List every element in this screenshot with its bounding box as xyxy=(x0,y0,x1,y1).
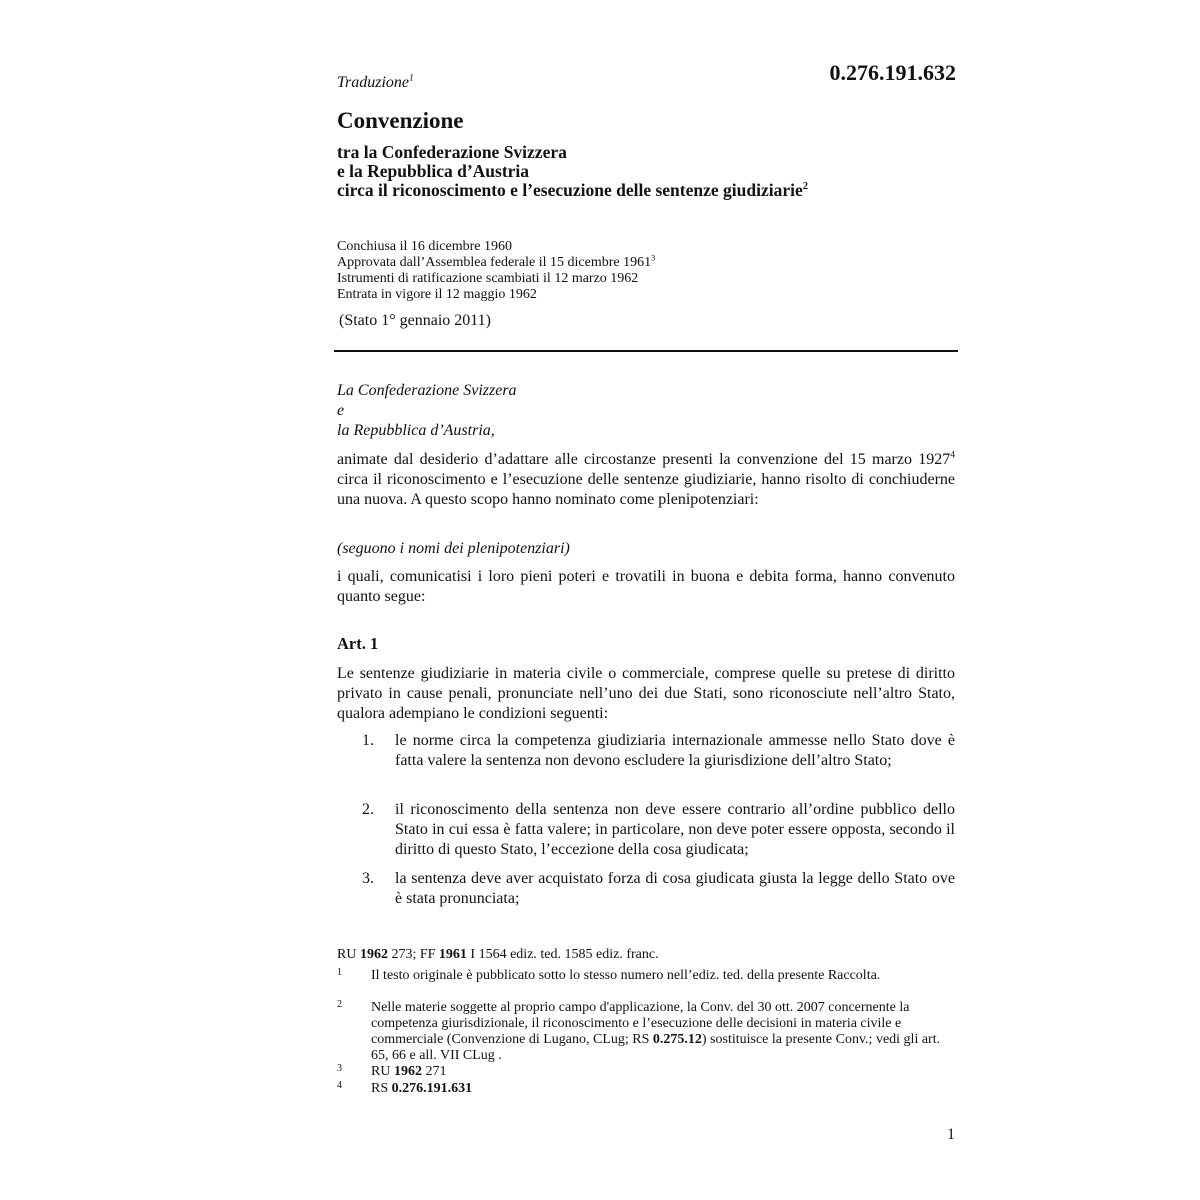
footnote-ref[interactable]: 1 xyxy=(409,72,414,84)
preamble-parties: La Confederazione Svizzera e la Repubblica d’Austria, xyxy=(337,382,517,439)
document-subtitle: tra la Confederazione Svizzera e la Repubblica d’Austria circa il riconoscimento e l’esecuzione delle sentenze giudiziarie$^2$ xyxy=(337,142,808,200)
article-intro: Le sentenze giudiziarie in materia civile o commerciale, comprese quelle su pretese di diritto privato in cause penali, pronunciate nell’uno dei due Stati, sono riconosciute nell’altro Stato, qualora adempiano le condizioni seguenti: xyxy=(337,665,955,722)
sr-number: 0.276.191.632 xyxy=(829,60,956,85)
entry-into-force-date: Entrata in vigore il 12 maggio 1962 xyxy=(337,287,537,302)
document-page: Traduzione$^1$ 0.276.191.632 Convenzione tra la Confederazione Svizzera e la Repubblica d’Austria circa il riconoscimento e l’esecuzione delle sentenze giudiziarie$^2$ Conchiusa il 16 dicembre 1960 Approvata dall’Assemblea federale il 15 dicembre 1961$^3$ Istrumenti di ratificazione scambiati il 12 marzo 1962 Entrata in vigore il 12 maggio 1962 (Stato 1° gennaio 2011) La Confederazione Svizzera e la Repubblica d’Austria, animate dal desiderio d’adattare alle circostanze presenti la convenzione del 15 marzo 1927$^4$ circa il riconoscimento e l’esecuzione delle sentenze giudiziarie, hanno risolto di conchiuderne una nuova. A questo scopo hanno nominato come plenipotenziari: (seguono i nomi dei plenipotenziari) i quali, comunicatisi i loro pieni poteri e trovatili in buona e debita forma, hanno convenuto quanto segue: Art. 1 Le sentenze giudiziarie in materia civile o commerciale, comprese quelle su pretese di diritto privato in cause penali, pronunciate nell’uno dei due Stati, sono riconosciute nell’altro Stato, qualora adempiano le condizioni seguenti: 1. le norme circa la competenza giudiziaria internazionale ammesse nello Stato dove è fatta valere la sentenza non devono escludere la giurisdizione dell’altro Stato; 2. il riconoscimento della sentenza non deve essere contrario all’ordine pubblico dello Stato in cui essa è fatta valere; in particolare, non deve poter essere opposta, secondo il diritto di questo Stato, l’eccezione della cosa giudicata; 3. la sentenza deve aver acquistato forza di cosa giudicata giusta la legge dello Stato ove è stata pronunciata; RU 1962 273; FF 1961 I 1564 ediz. ted. 1585 ediz. franc. 1 Il testo originale è pubblicato sotto lo stesso numero nell’ediz. ted. della presente Raccolta. 2 Nelle materie soggette al proprio campo d'applicazione, la Conv. del 30 ott. 2007 concernente la competenza giurisdizionale, il riconoscimento e l’esecuzione delle decisioni in materia civile e commerciale (Convenzione di Lugano, CLug; RS 0.275.12) sostituisce la presente Conv.; vedi gli art. 65, 66 e all. VII CLug . 3 RU 1962 271 4 RS 0.276.191.631 1 xyxy=(0,0,1200,1200)
preamble-closing: i quali, comunicatisi i loro pieni poteri e trovatili in buona e debita forma, hanno convenuto quanto segue: xyxy=(337,568,955,605)
ratification-date: Istrumenti di ratificazione scambiati il 12 marzo 1962 xyxy=(337,271,639,286)
footnote-ref[interactable]: 2 xyxy=(802,181,808,193)
article-heading: Art. 1 xyxy=(337,634,379,653)
page-number: 1 xyxy=(947,1126,955,1143)
translation-label: Traduzione$^1$ xyxy=(337,72,414,91)
footnote-ref[interactable]: 3 xyxy=(651,253,656,263)
concluded-date: Conchiusa il 16 dicembre 1960 xyxy=(337,239,512,254)
document-title: Convenzione xyxy=(337,108,464,133)
document-metadata xyxy=(337,239,655,303)
plenipotentiaries-note: (seguono i nomi dei plenipotenziari) xyxy=(337,540,570,557)
footnote-ref[interactable]: 4 xyxy=(950,449,955,461)
status-date: (Stato 1° gennaio 2011) xyxy=(339,312,491,329)
source-reference: RU 1962 273; FF 1961 I 1564 ediz. ted. 1585 ediz. franc. xyxy=(337,947,659,962)
preamble-paragraph: animate dal desiderio d’adattare alle circostanze presenti la convenzione del 15 marzo 1927$^4$ circa il riconoscimento e l’esecuzione delle sentenze giudiziarie, hanno risolto di conchiuderne una nuova. A questo scopo hanno nominato come plenipotenziari: xyxy=(337,449,955,508)
approved-date: Approvata dall’Assemblea federale il 15 dicembre 1961$^3$ xyxy=(337,253,656,270)
divider xyxy=(334,350,958,352)
